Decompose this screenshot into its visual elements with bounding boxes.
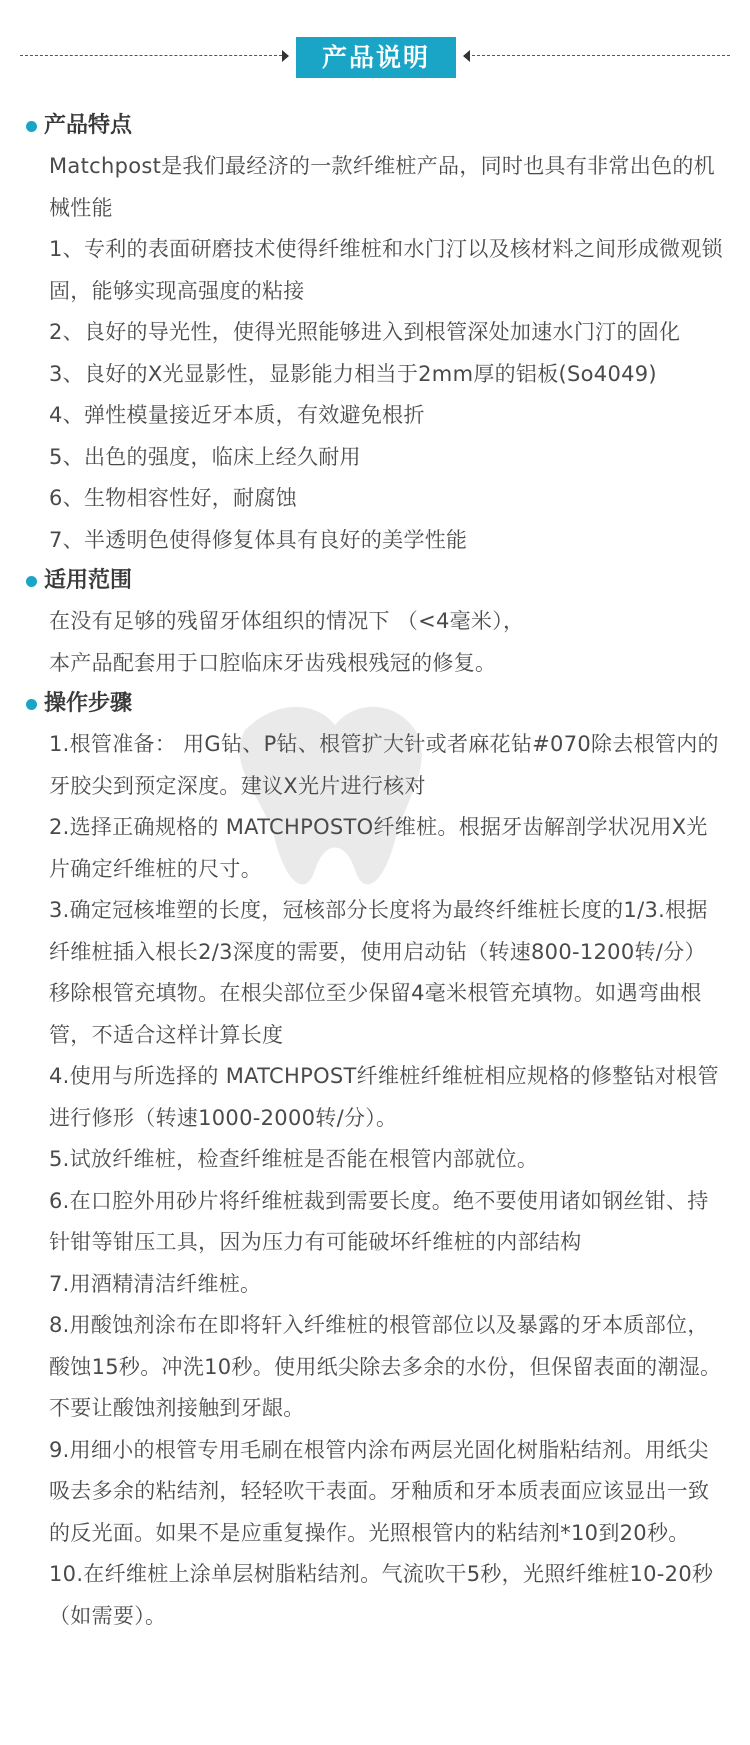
header [0, 0, 750, 120]
paragraph: Matchpost是我们最经济的一款纤维桩产品，同时也具有非常出色的机械性能 [49, 154, 715, 220]
paragraph: 10.在纤维桩上涂单层树脂粘结剂。气流吹干5秒，光照纤维桩10-20秒（如需要）。 [49, 1562, 714, 1628]
section-title-text: 适用范围 [44, 568, 133, 593]
arrow-right-icon [282, 50, 289, 62]
arrow-left-icon [463, 50, 470, 62]
section-title [26, 684, 726, 724]
paragraph: 9.用细小的根管专用毛刷在根管内涂布两层光固化树脂粘结剂。用纸尖吸去多余的粘结剂，轻轻吹干表面。牙釉质和牙本质表面应该显出一致的反光面。如果不是应重复操作。光照根管内的粘结剂*10到20秒。 [49, 1437, 710, 1545]
header-divider-right [472, 55, 730, 56]
paragraph: 1.根管准备： 用G钻、P钻、根管扩大针或者麻花钻#070除去根管内的牙胶尖到预定深度。建议X光片进行核对 [49, 732, 719, 798]
paragraph: 5、出色的强度，临床上经久耐用 [49, 444, 361, 469]
paragraph: 4、弹性模量接近牙本质，有效避免根折 [49, 403, 425, 427]
section-title-text: 产品特点 [44, 113, 133, 138]
paragraph: 1、专利的表面研磨技术使得纤维桩和水门汀以及核材料之间形成微观锁固，能够实现高强度的粘接 [49, 237, 723, 303]
paragraph: 在没有足够的残留牙体组织的情况下 （<4毫米）， [49, 609, 525, 633]
paragraph: 4.使用与所选择的 MATCHPOST纤维桩纤维桩相应规格的修整钻对根管进行修形（转速1000-2000转/分）。 [49, 1064, 719, 1130]
bullet-dot-icon [26, 699, 37, 710]
paragraph: 8.用酸蚀剂涂布在即将轩入纤维桩的根管部位以及暴露的牙本质部位，酸蚀15秒。冲洗10秒。使用纸尖除去多余的水份，但保留表面的潮湿。不要让酸蚀剂接触到牙龈。 [49, 1313, 722, 1420]
paragraph: 5.试放纤维桩，检查纤维桩是否能在根管内部就位。 [49, 1147, 539, 1171]
bullet-dot-icon [26, 576, 37, 587]
bullet-dot-icon [26, 121, 37, 132]
paragraph: 7、半透明色使得修复体具有良好的美学性能 [49, 527, 468, 552]
paragraph: 本产品配套用于口腔临床牙齿残根残冠的修复。 [49, 650, 497, 675]
paragraph: 2、良好的导光性，使得光照能够进入到根管深处加速水门汀的固化 [49, 320, 681, 344]
paragraph: 3.确定冠核堆塑的长度，冠核部分长度将为最终纤维桩长度的1/3.根据纤维桩插入根长2/3深度的需要，使用启动钻（转速800-1200转/分）移除根管充填物。在根尖部位至少保留4毫米根管充填物。如遇弯曲根管，不适合这样计算长度 [49, 898, 708, 1047]
section-title [26, 561, 726, 601]
paragraph: 2.选择正确规格的 MATCHPOSTO纤维桩。根据牙齿解剖学状况用X光片确定纤维桩的尺寸。 [49, 815, 708, 881]
page-title: 产品说明 [296, 37, 456, 78]
section-title-text: 操作步骤 [44, 691, 133, 716]
paragraph: 7.用酒精清洁纤维桩。 [49, 1271, 262, 1296]
content [26, 106, 726, 1637]
paragraph: 6、生物相容性好，耐腐蚀 [49, 486, 297, 510]
section-features [26, 106, 726, 561]
section-title [26, 106, 726, 146]
header-divider-left [20, 55, 282, 56]
paragraph: 6.在口腔外用砂片将纤维桩裁到需要长度。绝不要使用诸如钢丝钳、持针钳等钳压工具，因为压力有可能破坏纤维桩的内部结构 [49, 1188, 709, 1254]
section-scope [26, 561, 726, 684]
section-steps [26, 684, 726, 1637]
paragraph: 3、良好的X光显影性，显影能力相当于2mm厚的铝板(So4049) [49, 361, 657, 386]
